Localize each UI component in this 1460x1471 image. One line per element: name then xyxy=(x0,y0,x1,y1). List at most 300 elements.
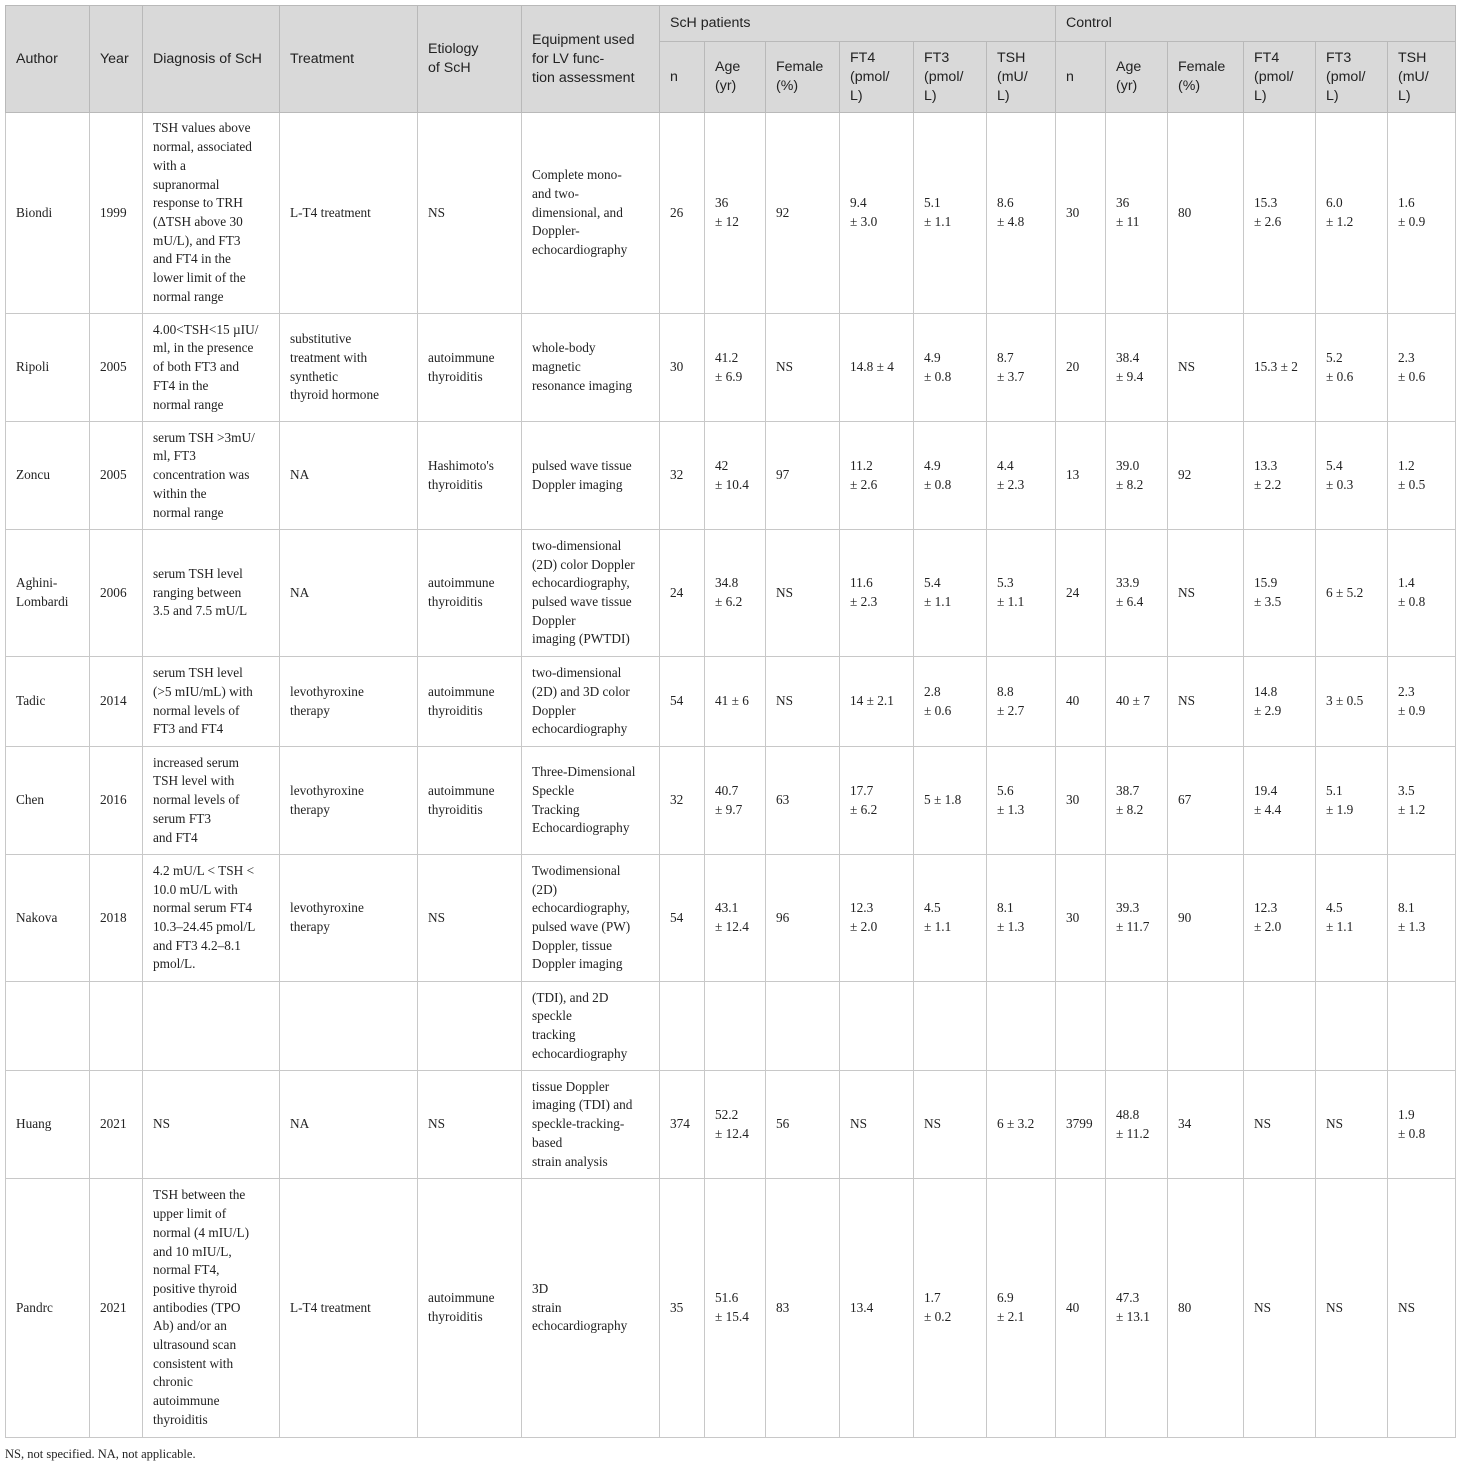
cell-line: pmol/L. xyxy=(153,956,196,972)
cell-sch-age xyxy=(705,1071,766,1179)
cell-equipment xyxy=(522,1179,660,1438)
cell-line: FT3 and FT4 xyxy=(153,721,224,737)
cell-line: imaging (TDI) and xyxy=(532,1097,633,1113)
table-container xyxy=(5,5,1455,1462)
cell-ctrl-n: 30 xyxy=(1056,747,1106,855)
cell-line: Huang xyxy=(16,1116,52,1132)
cell-sch-tsh xyxy=(987,855,1056,982)
cell-treatment xyxy=(280,982,418,1071)
cell-line: ± 11.7 xyxy=(1116,919,1150,934)
cell-line: 1.7 xyxy=(924,1290,941,1306)
cell-line: NS xyxy=(153,1116,170,1132)
cell-line: antibodies (TPO xyxy=(153,1299,241,1315)
cell-line: resonance imaging xyxy=(532,377,633,393)
cell-sch-ft3 xyxy=(914,1179,987,1438)
cell-line: FT4 in the xyxy=(153,377,209,393)
cell-sch-age xyxy=(705,422,766,530)
cell-line: 14.8 ± 4 xyxy=(850,359,894,375)
cell-ctrl-tsh xyxy=(1388,530,1456,657)
cell-line: 15.9 xyxy=(1254,575,1278,591)
cell-line: ± 12.4 xyxy=(715,1125,749,1141)
cell-ctrl-female: NS xyxy=(1168,657,1244,747)
cell-year: 2018 xyxy=(90,855,143,982)
cell-sch-ft4 xyxy=(840,1071,914,1179)
cell-sch-ft3 xyxy=(914,1071,987,1179)
cell-line: 8.1 xyxy=(997,900,1014,916)
cell-equipment xyxy=(522,747,660,855)
cell-ctrl-ft3 xyxy=(1316,1179,1388,1438)
cell-ctrl-ft4 xyxy=(1244,314,1316,422)
cell-line: (2D) xyxy=(532,881,558,897)
cell-ctrl-ft4 xyxy=(1244,1071,1316,1179)
cell-line: ± 6.9 xyxy=(715,368,743,384)
cell-line: autoimmune xyxy=(428,1290,495,1306)
cell-line: ultrasound scan xyxy=(153,1337,237,1353)
cell-sch-ft4 xyxy=(840,530,914,657)
cell-line: Doppler- xyxy=(532,223,580,239)
cell-line: 39.3 xyxy=(1116,900,1140,916)
cell-sch-tsh xyxy=(987,113,1056,314)
cell-year: 2014 xyxy=(90,657,143,747)
cell-ctrl-tsh xyxy=(1388,855,1456,982)
cell-line: (ΔTSH above 30 xyxy=(153,214,243,229)
cell-line: NS xyxy=(428,909,445,925)
cell-line: Lombardi xyxy=(16,594,69,609)
cell-ctrl-ft4 xyxy=(1244,855,1316,982)
cell-etiology xyxy=(418,1179,522,1438)
cell-ctrl-tsh xyxy=(1388,1179,1456,1438)
cell-line: L-T4 treatment xyxy=(290,1299,371,1315)
cell-line: ± 9.4 xyxy=(1116,368,1144,384)
cell-line: ± 2.6 xyxy=(850,476,878,492)
cell-line: 1.4 xyxy=(1398,575,1415,591)
cell-sch-age xyxy=(705,855,766,982)
cell-line: Aghini- xyxy=(16,575,58,591)
cell-line: 36 xyxy=(1116,195,1130,211)
cell-sch-n: 26 xyxy=(660,113,705,314)
cell-line: 41 ± 6 xyxy=(715,693,749,709)
cell-line: strain xyxy=(532,1299,562,1315)
cell-sch-age xyxy=(705,113,766,314)
cell-line: ± 8.2 xyxy=(1116,801,1144,817)
cell-treatment xyxy=(280,314,418,422)
cell-diagnosis xyxy=(143,1179,280,1438)
cell-ctrl-ft4 xyxy=(1244,982,1316,1071)
cell-line: echocardiography xyxy=(532,1318,628,1334)
cell-sch-tsh xyxy=(987,1071,1056,1179)
cell-sch-ft4 xyxy=(840,855,914,982)
cell-line: ± 0.5 xyxy=(1398,476,1426,492)
cell-line: 8.7 xyxy=(997,349,1014,365)
cell-line: 47.3 xyxy=(1116,1290,1140,1306)
cell-ctrl-ft4 xyxy=(1244,1179,1316,1438)
cell-line: thyroiditis xyxy=(153,1411,208,1427)
cell-ctrl-tsh xyxy=(1388,982,1456,1071)
cell-treatment xyxy=(280,530,418,657)
cell-sch-age xyxy=(705,1179,766,1438)
cell-ctrl-age xyxy=(1106,1179,1168,1438)
cell-line: consistent with xyxy=(153,1355,234,1371)
cell-sch-n: 32 xyxy=(660,422,705,530)
cell-line: (TDI), and 2D xyxy=(532,989,609,1005)
cell-line: serum FT3 xyxy=(153,810,211,826)
header-sch-tsh: TSH (mU/ L) xyxy=(987,42,1056,113)
cell-line: ± 2.2 xyxy=(1254,476,1282,492)
cell-line: thyroid hormone xyxy=(290,387,380,403)
cell-sch-age xyxy=(705,982,766,1071)
cell-ctrl-ft4 xyxy=(1244,747,1316,855)
cell-sch-female: 96 xyxy=(766,855,840,982)
cell-ctrl-age xyxy=(1106,982,1168,1071)
cell-sch-n: 54 xyxy=(660,657,705,747)
cell-line: Twodimensional xyxy=(532,862,621,878)
cell-sch-ft3 xyxy=(914,113,987,314)
cell-ctrl-n xyxy=(1056,982,1106,1071)
cell-line: 34.8 xyxy=(715,575,739,591)
cell-sch-ft4 xyxy=(840,422,914,530)
cell-line: ± 2.3 xyxy=(997,476,1025,492)
cell-line: ± 0.9 xyxy=(1398,214,1426,229)
cell-line: ml, in the presence xyxy=(153,340,254,356)
cell-line: L-T4 treatment xyxy=(290,204,371,220)
cell-line: 1.6 xyxy=(1398,195,1415,211)
cell-treatment xyxy=(280,1179,418,1438)
header-etiology: Etiology of ScH xyxy=(418,6,522,113)
cell-line: 33.9 xyxy=(1116,575,1140,591)
cell-author xyxy=(6,1179,90,1438)
cell-equipment xyxy=(522,855,660,982)
cell-diagnosis xyxy=(143,747,280,855)
table-row xyxy=(6,747,1456,855)
cell-line: treatment with xyxy=(290,349,368,365)
cell-ctrl-female: 92 xyxy=(1168,422,1244,530)
cell-line: Pandrc xyxy=(16,1299,53,1315)
cell-line: normal range xyxy=(153,288,224,304)
header-ctrl-ft3: FT3 (pmol/ L) xyxy=(1316,42,1388,113)
cell-year: 2016 xyxy=(90,747,143,855)
cell-ctrl-ft4 xyxy=(1244,530,1316,657)
cell-sch-ft4 xyxy=(840,314,914,422)
cell-equipment xyxy=(522,1071,660,1179)
cell-line: NA xyxy=(290,467,310,483)
cell-line: 48.8 xyxy=(1116,1106,1140,1122)
cell-line: 40.7 xyxy=(715,782,739,798)
cell-ctrl-tsh xyxy=(1388,113,1456,314)
cell-line: ± 10.4 xyxy=(715,476,749,492)
cell-line: ± 12.4 xyxy=(715,919,749,934)
cell-line: ± 13.1 xyxy=(1116,1309,1150,1324)
cell-line: synthetic xyxy=(290,368,339,384)
cell-line: 4.5 xyxy=(1326,900,1343,916)
cell-line: Tracking xyxy=(532,801,580,817)
cell-line: pulsed wave tissue xyxy=(532,594,632,609)
cell-line: 14.8 xyxy=(1254,683,1278,699)
table-row xyxy=(6,855,1456,982)
cell-line: ± 4.8 xyxy=(997,214,1025,229)
cell-ctrl-female: NS xyxy=(1168,314,1244,422)
cell-line: 5.4 xyxy=(1326,457,1343,473)
cell-ctrl-ft4 xyxy=(1244,113,1316,314)
cell-line: 5.3 xyxy=(997,575,1014,591)
cell-sch-female: 92 xyxy=(766,113,840,314)
cell-sch-female: 97 xyxy=(766,422,840,530)
cell-line: 4.00<TSH<15 µIU/ xyxy=(153,321,259,337)
table-row xyxy=(6,314,1456,422)
cell-ctrl-age xyxy=(1106,314,1168,422)
cell-line: 40 ± 7 xyxy=(1116,693,1150,709)
cell-line: autoimmune xyxy=(428,349,495,365)
cell-line: NA xyxy=(290,584,310,600)
cell-line: thyroiditis xyxy=(428,594,483,609)
cell-line: with a xyxy=(153,157,186,173)
cell-sch-tsh xyxy=(987,530,1056,657)
cell-ctrl-female: 67 xyxy=(1168,747,1244,855)
cell-line: ± 1.3 xyxy=(1398,919,1426,934)
cell-ctrl-ft3 xyxy=(1316,855,1388,982)
cell-author xyxy=(6,855,90,982)
cell-line: Complete mono- xyxy=(532,167,622,183)
cell-line: and two- xyxy=(532,185,579,201)
cell-line: supranormal xyxy=(153,176,220,192)
cell-line: thyroiditis xyxy=(428,476,483,492)
cell-line: 19.4 xyxy=(1254,782,1278,798)
cell-sch-age xyxy=(705,657,766,747)
cell-line: mU/L), and FT3 xyxy=(153,232,241,248)
cell-line: 10.3–24.45 pmol/L xyxy=(153,919,256,934)
cell-line: Tadic xyxy=(16,693,46,709)
cell-line: ± 0.6 xyxy=(1326,368,1354,384)
cell-line: 6 ± 3.2 xyxy=(997,1116,1035,1132)
cell-line: ± 3.5 xyxy=(1254,594,1282,609)
cell-etiology xyxy=(418,982,522,1071)
cell-etiology xyxy=(418,530,522,657)
cell-line: levothyroxine xyxy=(290,683,364,699)
cell-treatment xyxy=(280,747,418,855)
cell-ctrl-tsh xyxy=(1388,747,1456,855)
cell-line: 13.4 xyxy=(850,1299,874,1315)
cell-line: within the xyxy=(153,485,207,501)
cell-ctrl-n: 20 xyxy=(1056,314,1106,422)
cell-line: magnetic xyxy=(532,359,581,375)
cell-line: 4.4 xyxy=(997,457,1014,473)
header-author: Author xyxy=(6,6,90,113)
cell-line: ± 0.8 xyxy=(1398,594,1426,609)
cell-line: and FT4 in the xyxy=(153,251,231,267)
cell-line: ± 0.2 xyxy=(924,1309,952,1324)
cell-sch-female: 63 xyxy=(766,747,840,855)
cell-etiology xyxy=(418,747,522,855)
cell-line: Three-Dimensional xyxy=(532,764,636,780)
cell-line: substitutive xyxy=(290,331,352,347)
cell-ctrl-ft3 xyxy=(1316,747,1388,855)
cell-line: 5.1 xyxy=(1326,782,1343,798)
cell-line: ± 6.2 xyxy=(715,594,743,609)
cell-line: 5.6 xyxy=(997,782,1014,798)
cell-etiology xyxy=(418,855,522,982)
cell-line: thyroiditis xyxy=(428,702,483,718)
cell-line: normal, associated xyxy=(153,139,252,155)
cell-line: thyroiditis xyxy=(428,1309,483,1324)
cell-diagnosis xyxy=(143,855,280,982)
cell-line: 4.9 xyxy=(924,349,941,365)
cell-line: ± 0.6 xyxy=(924,702,952,718)
cell-line: two-dimensional xyxy=(532,665,622,681)
cell-line: TSH between the xyxy=(153,1187,246,1203)
header-ctrl-age: Age (yr) xyxy=(1106,42,1168,113)
cell-sch-ft3 xyxy=(914,422,987,530)
cell-sch-age xyxy=(705,314,766,422)
cell-line: ± 15.4 xyxy=(715,1309,749,1324)
table-row xyxy=(6,113,1456,314)
cell-sch-ft4 xyxy=(840,113,914,314)
cell-line: ± 9.7 xyxy=(715,801,743,817)
cell-sch-tsh xyxy=(987,422,1056,530)
cell-sch-age xyxy=(705,530,766,657)
cell-line: NS xyxy=(850,1116,867,1132)
cell-line: ± 1.3 xyxy=(997,919,1025,934)
cell-treatment xyxy=(280,657,418,747)
cell-line: 8.6 xyxy=(997,195,1014,211)
cell-line: ± 2.3 xyxy=(850,594,878,609)
cell-ctrl-female: 90 xyxy=(1168,855,1244,982)
cell-sch-female: 83 xyxy=(766,1179,840,1438)
cell-year: 2006 xyxy=(90,530,143,657)
cell-year: 2005 xyxy=(90,422,143,530)
cell-line: 52.2 xyxy=(715,1106,739,1122)
cell-line: 8.1 xyxy=(1398,900,1415,916)
cell-sch-n: 35 xyxy=(660,1179,705,1438)
cell-ctrl-ft3 xyxy=(1316,657,1388,747)
cell-line: NS xyxy=(924,1116,941,1132)
cell-line: pulsed wave tissue xyxy=(532,457,632,473)
cell-treatment xyxy=(280,1071,418,1179)
cell-line: 51.6 xyxy=(715,1290,739,1306)
cell-line: and 10 mIU/L, xyxy=(153,1243,232,1259)
table-row xyxy=(6,530,1456,657)
cell-sch-ft3 xyxy=(914,657,987,747)
cell-line: ± 3.0 xyxy=(850,214,878,229)
cell-line: NS xyxy=(1326,1299,1343,1315)
cell-etiology xyxy=(418,1071,522,1179)
cell-line: echocardiography xyxy=(532,1045,628,1061)
cell-ctrl-tsh xyxy=(1388,657,1456,747)
cell-sch-n xyxy=(660,982,705,1071)
cell-line: echocardiography, xyxy=(532,575,630,591)
cell-line: normal levels of xyxy=(153,702,240,718)
table-row xyxy=(6,982,1456,1071)
cell-line: 12.3 xyxy=(1254,900,1278,916)
cell-line: normal FT4, xyxy=(153,1262,220,1278)
cell-line: Doppler imaging xyxy=(532,476,623,492)
cell-line: ± 2.1 xyxy=(997,1309,1025,1324)
cell-line: ± 8.2 xyxy=(1116,476,1144,492)
cell-line: levothyroxine xyxy=(290,900,364,916)
header-sch-female: Female (%) xyxy=(766,42,840,113)
cell-line: ± 2.0 xyxy=(1254,919,1282,934)
cell-line: ± 1.1 xyxy=(997,594,1025,609)
cell-line: thyroiditis xyxy=(428,801,483,817)
cell-ctrl-tsh xyxy=(1388,314,1456,422)
cell-line: 8.8 xyxy=(997,683,1014,699)
cell-line: echocardiography xyxy=(532,721,628,737)
cell-ctrl-age xyxy=(1106,855,1168,982)
cell-sch-n: 374 xyxy=(660,1071,705,1179)
cell-year: 2021 xyxy=(90,1071,143,1179)
cell-ctrl-n: 30 xyxy=(1056,113,1106,314)
cell-line: 2.8 xyxy=(924,683,941,699)
cell-sch-female: NS xyxy=(766,530,840,657)
cell-line: autoimmune xyxy=(153,1393,220,1409)
cell-line: ± 0.9 xyxy=(1398,702,1426,718)
cell-line: 38.4 xyxy=(1116,349,1140,365)
cell-line: NS xyxy=(1254,1299,1271,1315)
cell-line: 10.0 mU/L with xyxy=(153,881,238,897)
cell-line: ± 0.8 xyxy=(1398,1125,1426,1141)
cell-sch-tsh xyxy=(987,314,1056,422)
cell-line: Echocardiography xyxy=(532,820,630,836)
cell-sch-ft3 xyxy=(914,982,987,1071)
study-table xyxy=(5,5,1456,1438)
cell-line: 39.0 xyxy=(1116,457,1140,473)
cell-diagnosis xyxy=(143,982,280,1071)
table-row xyxy=(6,1071,1456,1179)
cell-etiology xyxy=(418,657,522,747)
cell-line: ± 1.1 xyxy=(924,594,952,609)
cell-line: imaging (PWTDI) xyxy=(532,631,630,647)
cell-line: normal (4 mIU/L) xyxy=(153,1224,250,1240)
cell-author xyxy=(6,1071,90,1179)
cell-line: ranging between xyxy=(153,584,242,600)
cell-line: ± 2.7 xyxy=(997,702,1025,718)
cell-line: based xyxy=(532,1134,563,1150)
cell-sch-n: 32 xyxy=(660,747,705,855)
cell-line: chronic xyxy=(153,1374,193,1390)
cell-line: TSH level with xyxy=(153,773,235,789)
header-diagnosis: Diagnosis of ScH xyxy=(143,6,280,113)
cell-line: autoimmune xyxy=(428,782,495,798)
cell-ctrl-age xyxy=(1106,747,1168,855)
cell-line: NS xyxy=(1398,1299,1415,1315)
cell-line: two-dimensional xyxy=(532,537,622,553)
cell-ctrl-age xyxy=(1106,657,1168,747)
cell-line: strain analysis xyxy=(532,1153,608,1169)
cell-equipment xyxy=(522,422,660,530)
cell-sch-female: NS xyxy=(766,314,840,422)
cell-line: Doppler xyxy=(532,612,576,628)
cell-line: ± 11 xyxy=(1116,214,1140,229)
cell-line: ± 0.8 xyxy=(924,476,952,492)
cell-line: 2.3 xyxy=(1398,683,1415,699)
cell-ctrl-ft3 xyxy=(1316,422,1388,530)
cell-sch-age xyxy=(705,747,766,855)
cell-line: echocardiography xyxy=(532,242,628,258)
header-ctrl-ft4: FT4 (pmol/ L) xyxy=(1244,42,1316,113)
cell-line: 14 ± 2.1 xyxy=(850,693,894,709)
cell-line: 4.2 mU/L < TSH < xyxy=(153,862,255,878)
footnote: NS, not specified. NA, not applicable. xyxy=(5,1447,196,1461)
cell-author xyxy=(6,314,90,422)
cell-ctrl-female: 80 xyxy=(1168,1179,1244,1438)
cell-line: Chen xyxy=(16,792,45,808)
cell-sch-female: 56 xyxy=(766,1071,840,1179)
cell-sch-female: NS xyxy=(766,657,840,747)
cell-author xyxy=(6,422,90,530)
cell-line: Speckle xyxy=(532,782,575,798)
cell-line: speckle xyxy=(532,1008,572,1024)
cell-etiology xyxy=(418,113,522,314)
cell-line: NS xyxy=(1326,1116,1343,1132)
cell-line: NS xyxy=(428,1116,445,1132)
